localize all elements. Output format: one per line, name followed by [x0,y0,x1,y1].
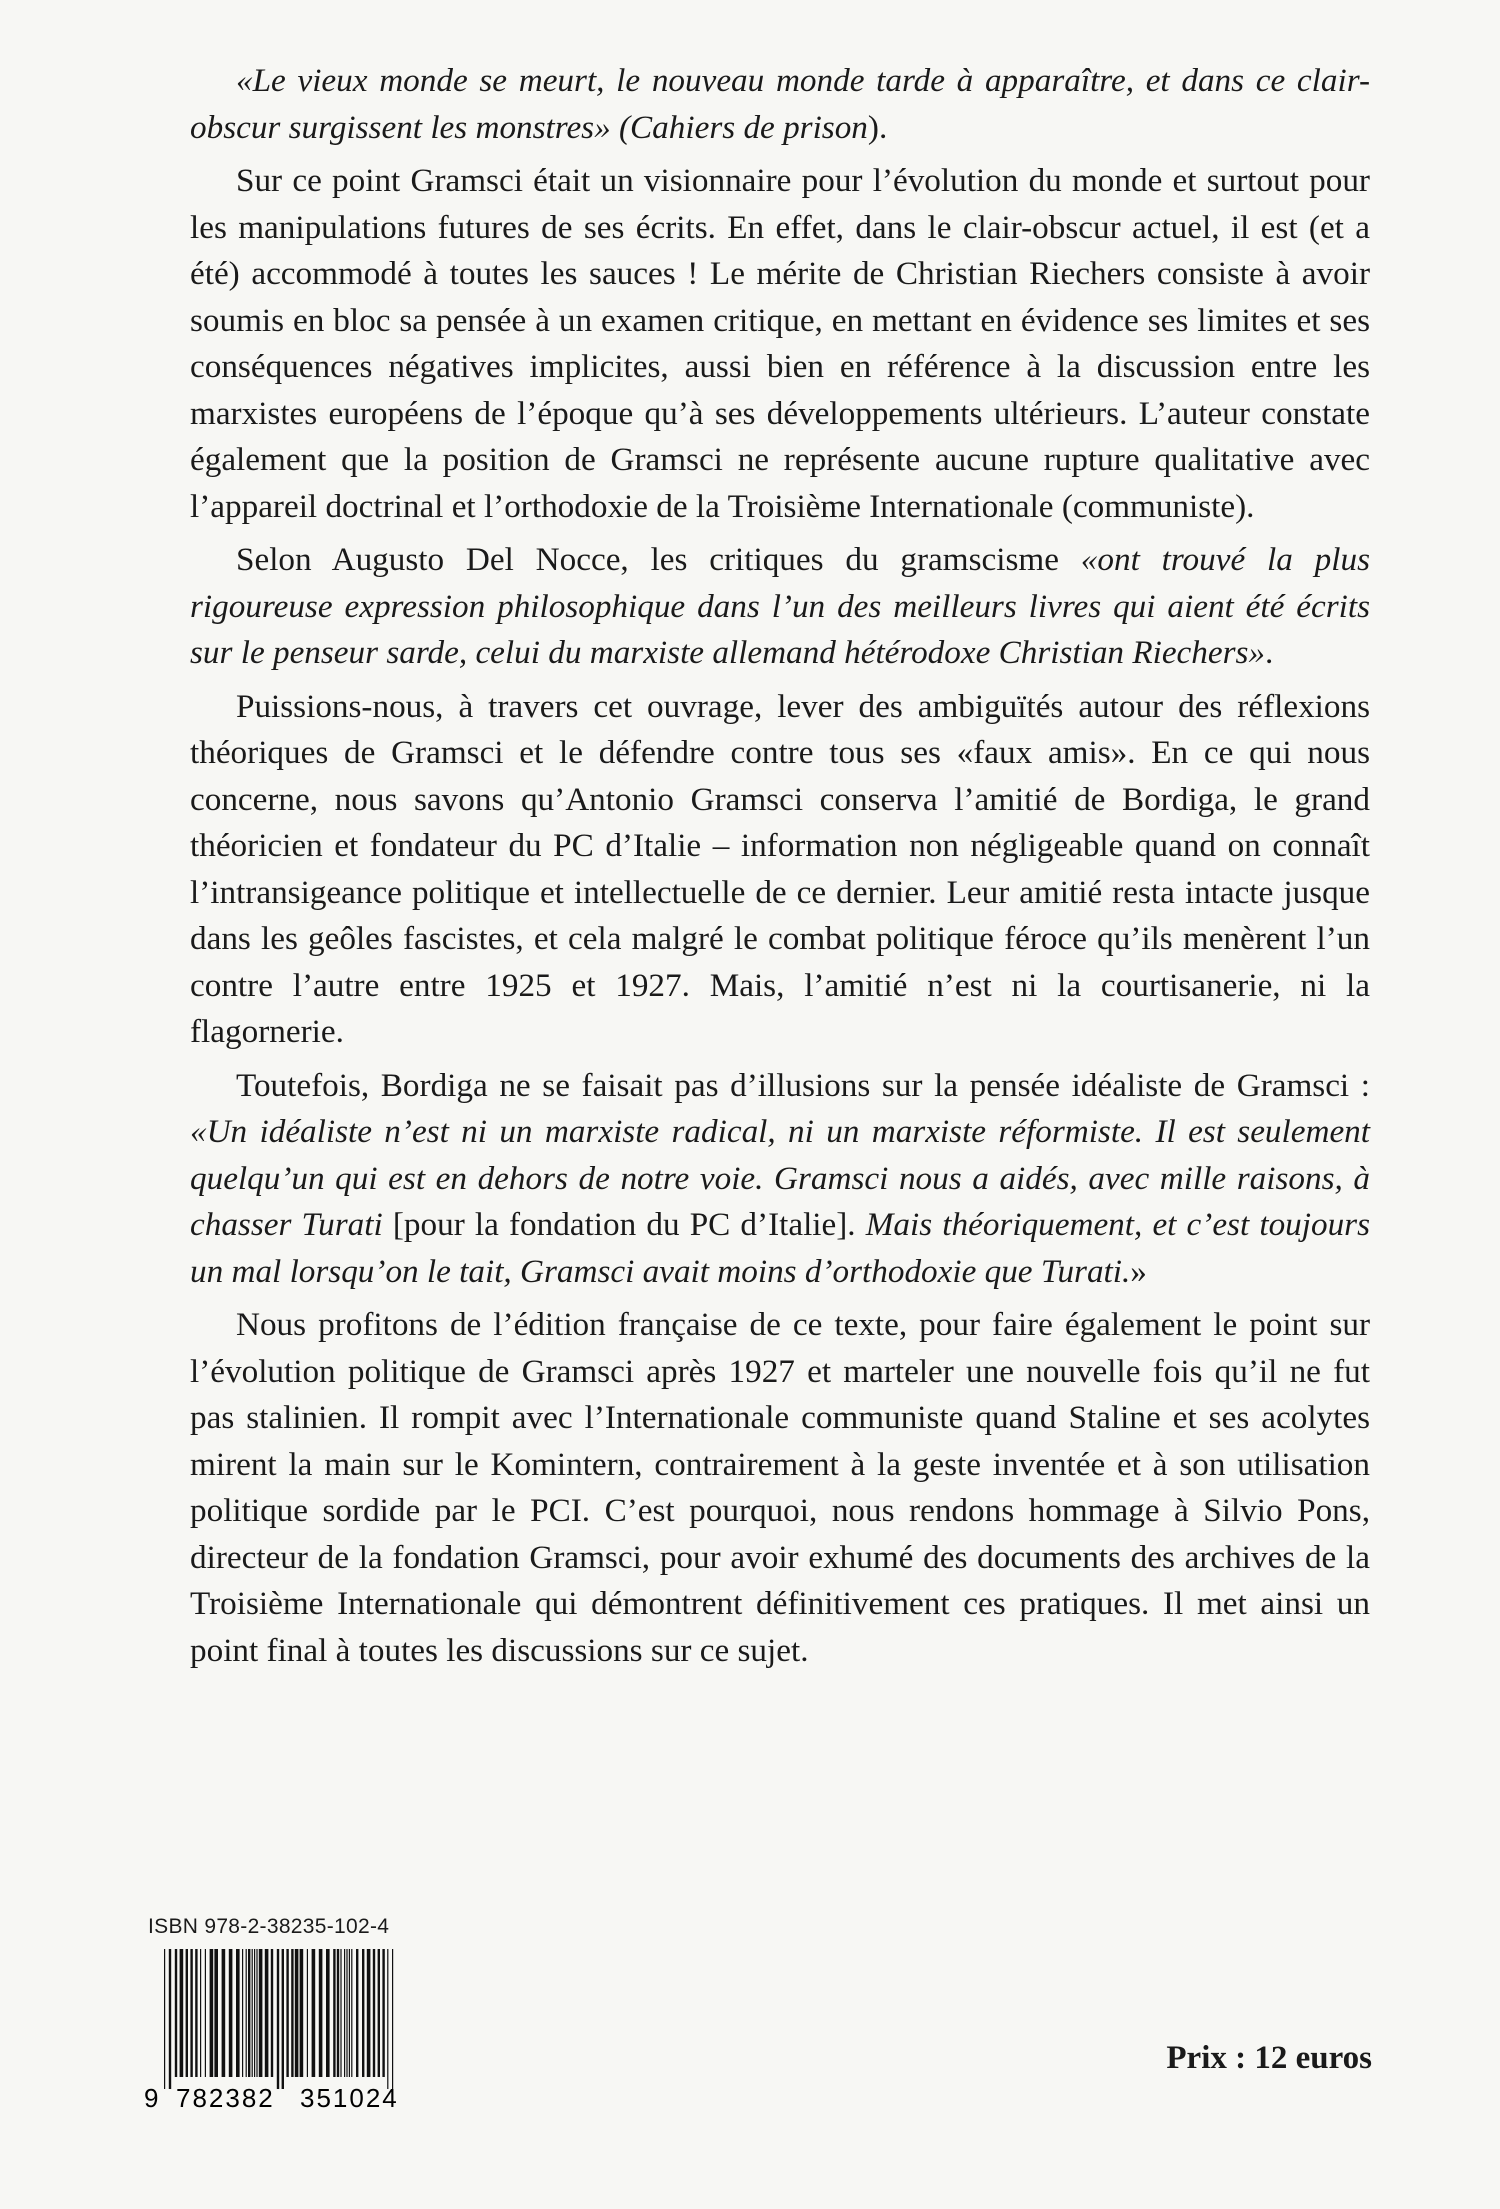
barcode-bar [295,1949,299,2077]
text-run: Nous profitons de l’édition française de ce texte, pour faire également le point sur l’évolution politique de Gramsci après 1927 et marteler une nouvelle fois qu’il ne fut pas stalinien. Il rompit avec l’Internationale communiste quand Staline et ses acolytes mirent la main sur le Komintern, contrairement à la geste inventée et à son utilisation politique sordide par le PCI. C’est pourquoi, nous rendons hommage à Silvio Pons, directeur de la fondation Gramsci, pour avoir exhumé des documents des archives de la Troisième Internationale qui démontrent définitivement ces pratiques. Il met ainsi un point final à toutes les discussions sur ce sujet. [190,1306,1370,1669]
paragraph [190,1063,1370,1296]
paragraph [190,58,1370,151]
text-run: [pour la fondation du PC d’Italie]. [382,1206,866,1243]
barcode-bar [252,1949,253,2077]
barcode-bar [362,1949,364,2077]
paragraph [190,537,1370,677]
barcode-bar [175,1949,177,2077]
barcode-bar [265,1949,269,2077]
barcode-bar [248,1949,250,2077]
barcode-bar [222,1949,226,2077]
barcode-bar [214,1949,218,2077]
barcode-bar [344,1949,345,2077]
barcode-bar [205,1949,206,2077]
barcode [140,1947,440,2112]
text-run: Sur ce point Gramsci était un visionnaire pour l’évolution du monde et surtout pour les manipulations futures de ses écrits. En effet, dans le clair-obscur actuel, il est (et a été) accommodé à toutes les sauces ! Le mérite de Christian Riechers consiste à avoir soumis en bloc sa pensée à un examen critique, en mettant en évidence ses limites et ses conséquences négatives implicites, aussi bien en référence à la discussion entre les marxistes européens de l’époque qu’à ses développements ultérieurs. L’auteur constate également que la position de Gramsci ne représente aucune rupture qualitative avec l’appareil doctrinal et l’orthodoxie de la Troisième Internationale (communiste). [190,162,1370,525]
barcode-bar [186,1949,188,2077]
text-run: » [1130,1252,1147,1290]
barcode-bar [387,1949,388,2089]
paragraph [190,158,1370,530]
paragraph [190,684,1370,1056]
barcode-bar [277,1949,279,2089]
text-run: ). [867,108,888,146]
barcode-bar [200,1949,201,2077]
isbn-block [140,1915,460,2112]
barcode-bar [356,1949,358,2077]
barcode-bar [346,1949,347,2077]
price: Prix : 12 euros [1166,2040,1372,2076]
barcode-bar [210,1949,214,2077]
text-run: Puissions-nous, à travers cet ouvrage, lever des ambiguïtés autour des réflexions théoriques de Gramsci et le défendre contre tous ses «faux amis». En ce qui nous concerne, nous savons qu’Antonio Gramsci conserva l’amitié de Bordiga, le grand théoricien et fondateur du PC d’Italie – information non négligeable quand on connaît l’intransigeance politique et intellectuelle de ce dernier. Leur amitié resta intacte jusque dans les geôles fascistes, et cela malgré le combat politique féroce qu’ils menèrent l’un contre l’autre entre 1925 et 1927. Mais, l’amitié n’est ni la courtisanerie, ni la flagornerie. [190,687,1370,1050]
text-run: Mais théoriquement, et c’est toujours un mal lorsqu’on le tait, Gramsci avait moins d’orthodoxie que Turati. [190,1206,1370,1290]
barcode-bar [259,1949,263,2077]
barcode-digit-prefix: 9 [144,2083,159,2112]
isbn-label: ISBN 978-2-38235-102-4 [148,1915,390,1938]
barcode-bar [242,1949,243,2077]
barcode-bar [254,1949,255,2077]
barcode-bar [271,1949,273,2077]
barcode-bar [246,1949,247,2077]
text-run: . [1265,634,1274,671]
barcode-bar [349,1949,350,2077]
barcode-bar [286,1949,288,2077]
barcode-bar [333,1949,335,2077]
barcode-bar [351,1949,352,2077]
barcode-bar [282,1949,284,2089]
text-run: Cahiers de prison [630,108,868,146]
barcode-bar [373,1949,375,2077]
barcode-bar [190,1949,192,2077]
barcode-digits-left: 782382 [176,2083,275,2112]
barcode-bar [229,1949,233,2077]
barcode-bar [367,1949,371,2077]
barcode-bar [326,1949,330,2077]
barcode-bar [169,1949,171,2089]
barcode-bar [319,1949,323,2077]
barcode-bar [312,1949,316,2077]
barcode-bar [382,1949,384,2077]
barcode-bar [340,1949,341,2077]
paragraph [190,1302,1370,1674]
barcode-bar [307,1949,308,2077]
text-run: «Le vieux monde se meurt, le nouveau monde tarde à apparaître, et dans ce clair-obscur surgissent les monstres» ( [190,62,1370,146]
barcode-bar [256,1949,257,2077]
barcode-bar [180,1949,184,2077]
text-run: Selon Augusto Del Nocce, les critiques du gramscisme [236,541,1081,578]
text-run: «Un idéaliste n’est ni un marxiste radical, ni un marxiste réformiste. Il est seulement quelqu’un qui est en dehors de notre voie. Gramsci nous a aidés, avec mille raisons, à chasser Turati [190,1113,1370,1243]
text-run: Toutefois, Bordiga ne se faisait pas d’illusions sur la pensée idéaliste de Gramsci : [236,1066,1370,1104]
barcode-digits-right: 351024 [300,2083,399,2112]
barcode-bar [236,1949,240,2077]
barcode-bar [378,1949,380,2077]
barcode-bar [291,1949,293,2077]
barcode-bar [300,1949,304,2077]
text-run: «ont trouvé la plus rigoureuse expression philosophique dans l’un des meilleurs livres qui aient été écrits sur le penseur sarde, celui du marxiste allemand hétérodoxe Christian Riechers» [190,541,1370,671]
body-text [190,58,1370,1681]
barcode-bar [195,1949,197,2077]
barcode-bar [164,1949,165,2089]
barcode-bar [392,1949,393,2089]
barcode-bar [337,1949,339,2077]
